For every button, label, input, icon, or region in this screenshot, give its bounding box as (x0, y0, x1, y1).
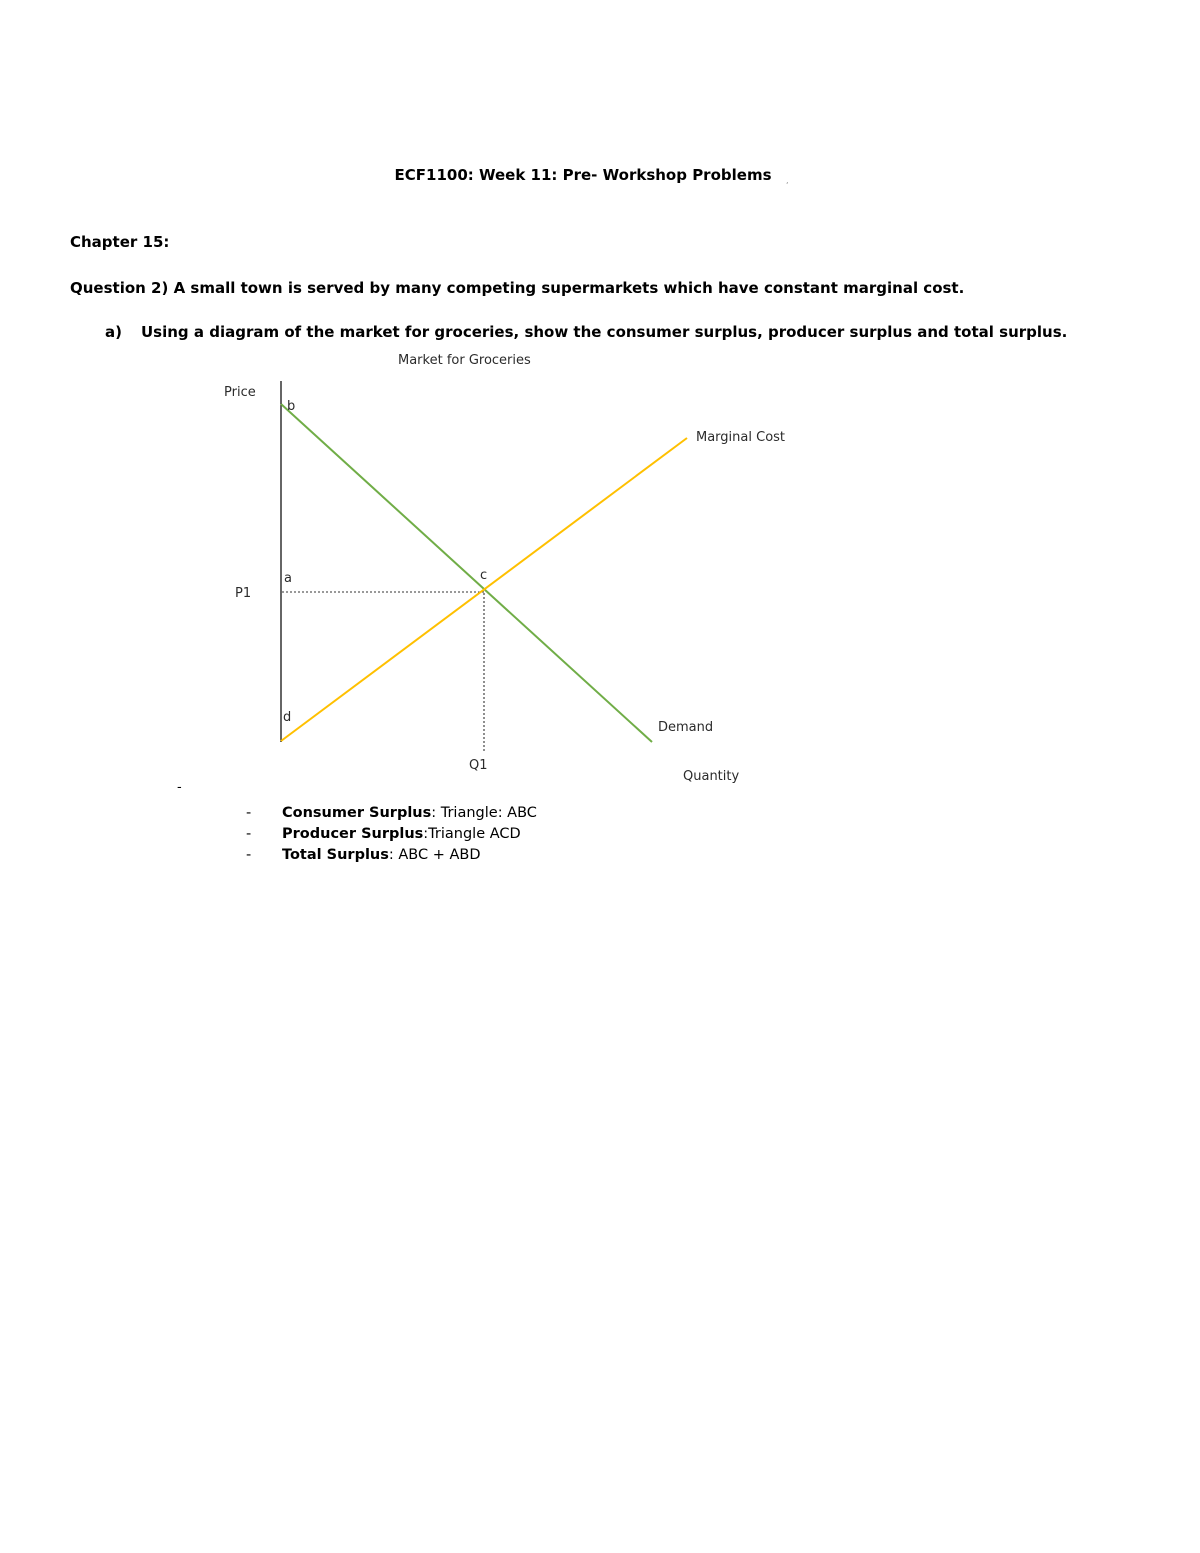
point-d-label: d (283, 710, 292, 725)
chapter-heading: Chapter 15: (70, 233, 170, 251)
answer-total-surplus (246, 845, 537, 866)
answer-list (246, 803, 537, 866)
subquestion-text: Using a diagram of the market for groceries, show the consumer surplus, producer surplus and total surplus. (141, 323, 1068, 341)
x-axis-label: Quantity (683, 769, 740, 784)
point-a-label: a (284, 571, 292, 586)
stray-dash: - (177, 780, 182, 795)
point-b-label: b (287, 399, 296, 414)
q1-label: Q1 (469, 758, 488, 773)
market-diagram (200, 345, 820, 790)
demand-curve (281, 404, 652, 742)
answer-term: Producer Surplus (282, 826, 424, 842)
answer-detail: : Triangle: ABC (431, 805, 537, 821)
marginal-cost-label: Marginal Cost (696, 430, 786, 445)
question-text: Question 2) A small town is served by many competing supermarkets which have constant marginal cost. (70, 279, 965, 297)
bullet-dash: - (246, 826, 252, 842)
answer-detail: : ABC + ABD (388, 847, 481, 863)
answer-detail: :Triangle ACD (423, 826, 521, 842)
diagram-title: Market for Groceries (398, 353, 531, 368)
y-axis-label: Price (224, 385, 256, 400)
answer-consumer-surplus (246, 803, 537, 824)
marginal-cost-curve (281, 438, 687, 741)
subquestion-label: a) (105, 323, 122, 341)
bullet-dash: - (246, 805, 252, 821)
answer-term: Total Surplus (282, 847, 389, 863)
stray-mark: , (786, 176, 789, 185)
subquestion (105, 323, 1067, 341)
document-title: ECF1100: Week 11: Pre- Workshop Problems (394, 166, 772, 184)
demand-label: Demand (658, 720, 714, 735)
point-c-label: c (480, 568, 488, 583)
bullet-dash: - (246, 847, 252, 863)
p1-label: P1 (235, 586, 252, 601)
answer-term: Consumer Surplus (282, 805, 432, 821)
answer-producer-surplus (246, 824, 537, 845)
